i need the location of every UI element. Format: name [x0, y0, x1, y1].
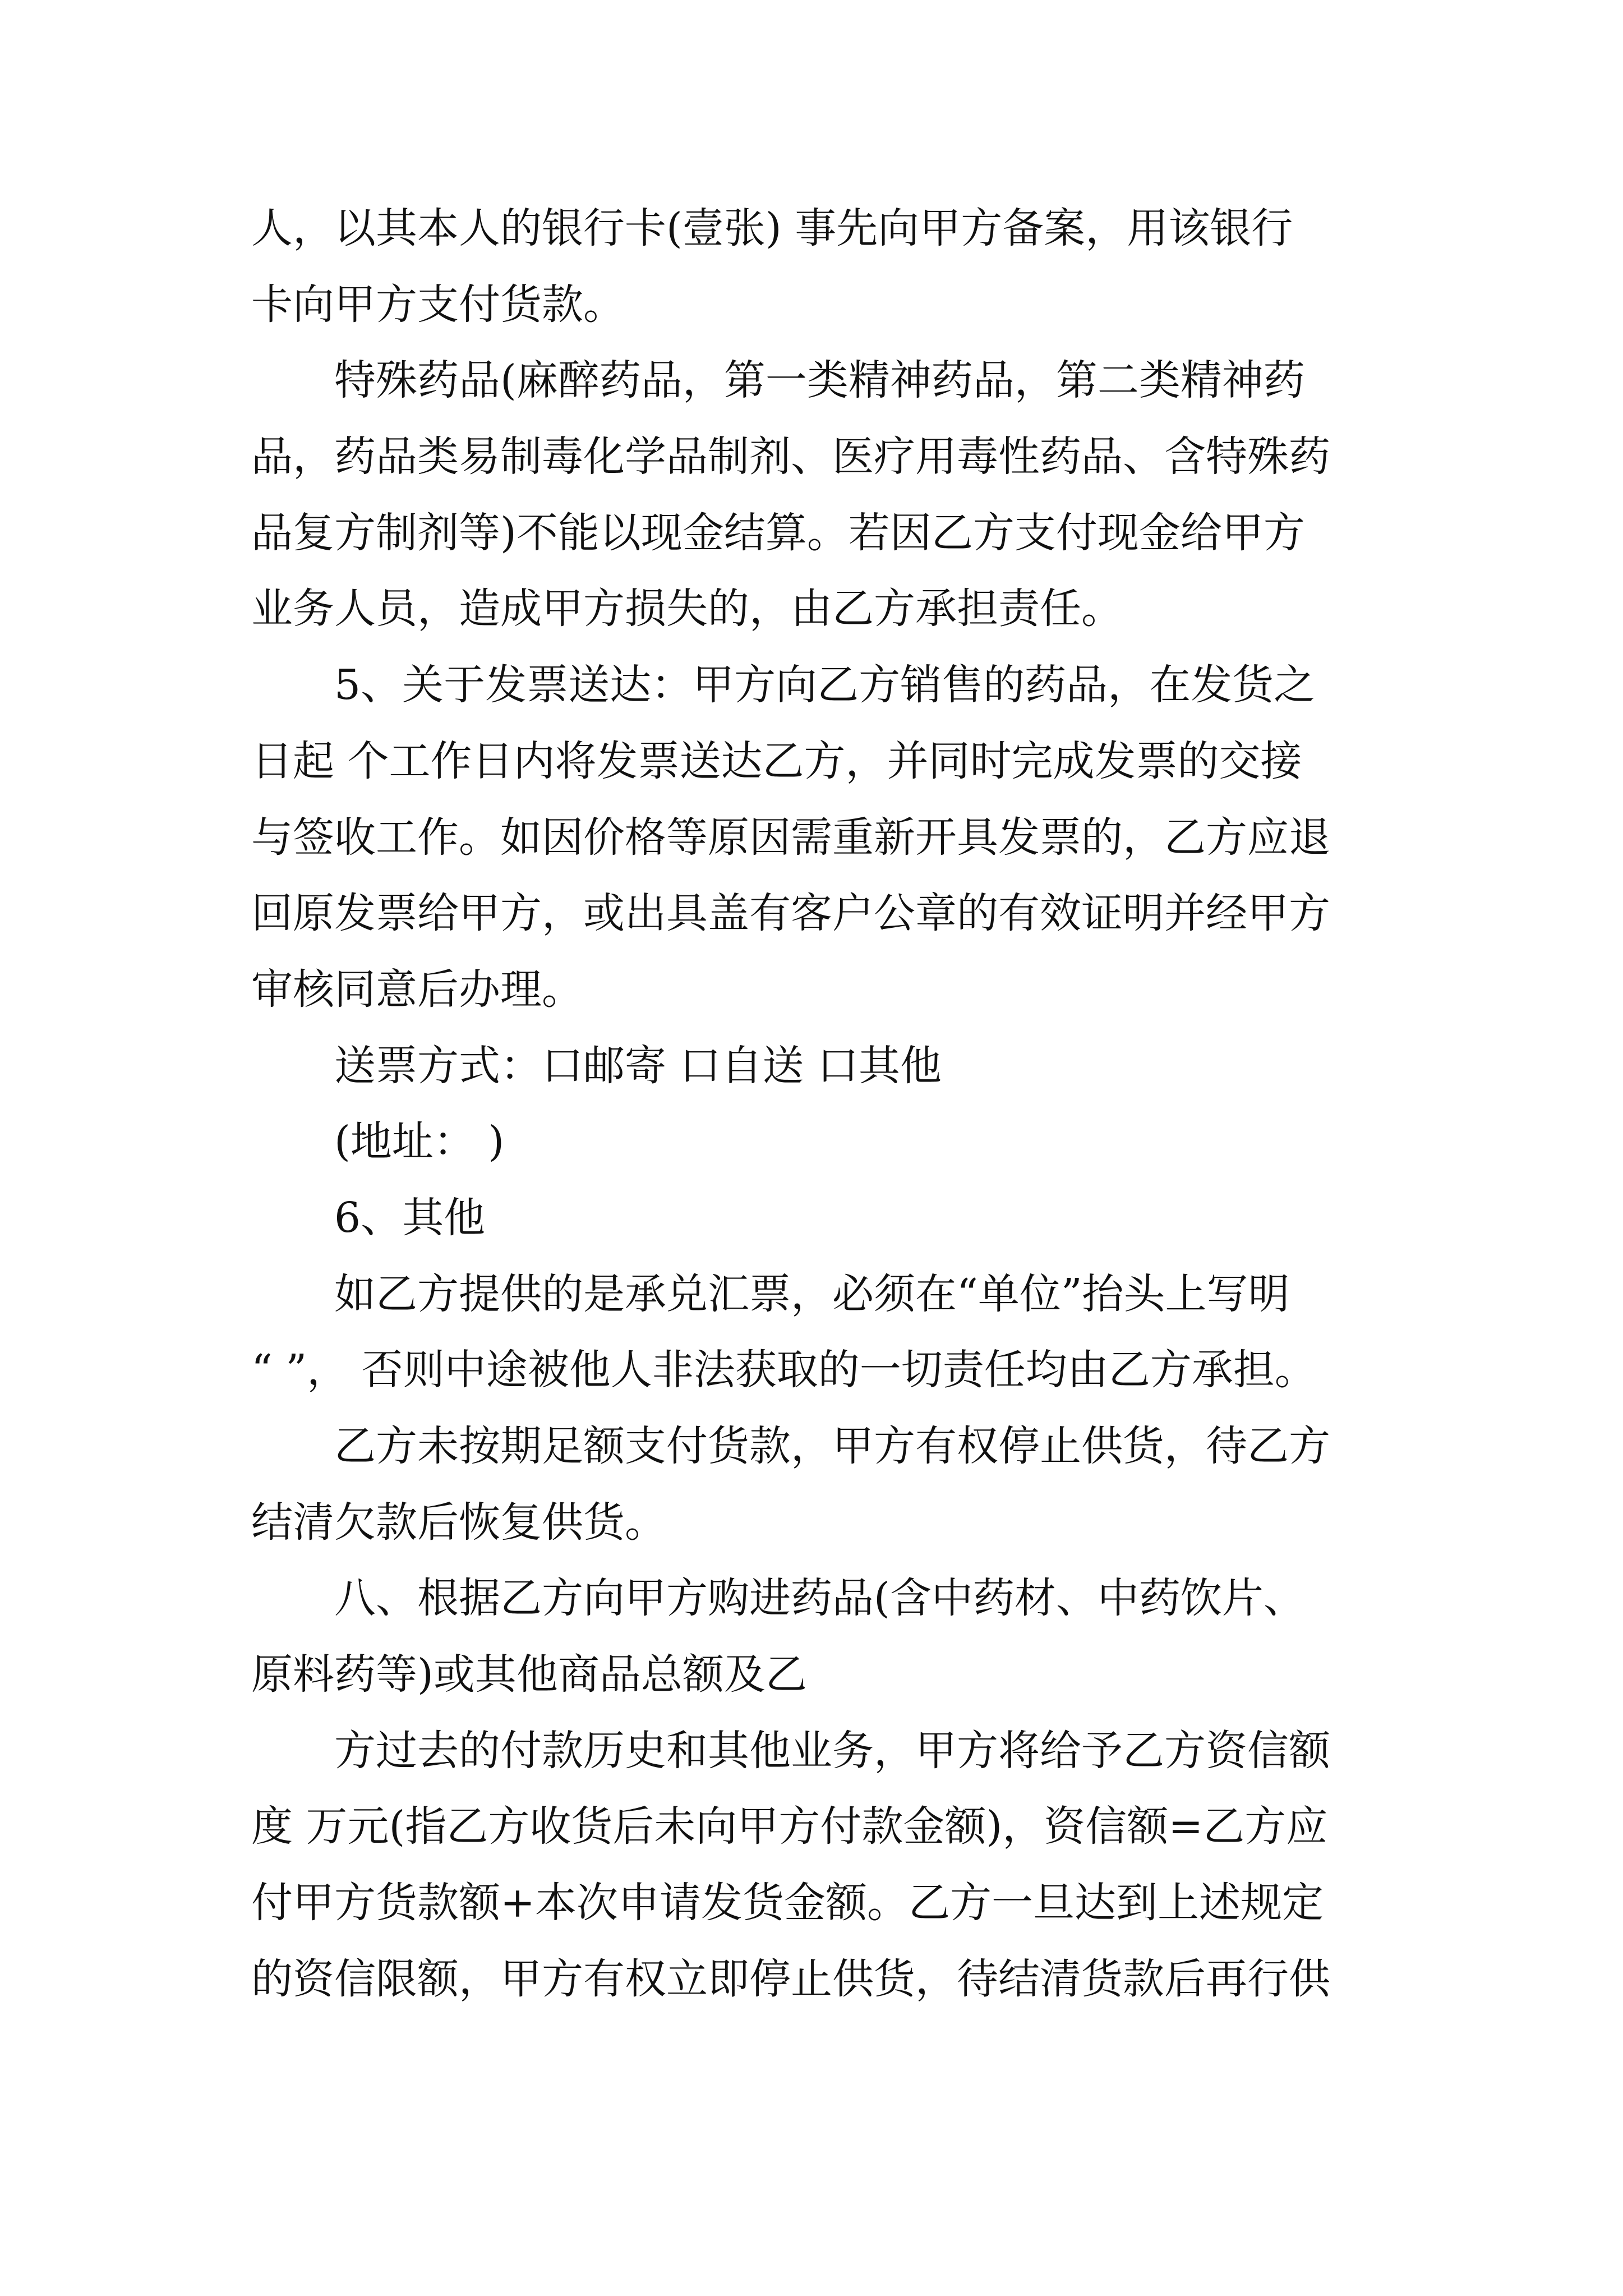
text-line: 品复方制剂等)不能以现金结算。若因乙方支付现金给甲方: [251, 508, 1305, 557]
text-line: 日起 个工作日内将发票送达乙方，并同时完成发票的交接: [251, 737, 1302, 785]
text-line: 业务人员，造成甲方损失的，由乙方承担责任。: [251, 585, 1123, 633]
text-line: 特殊药品(麻醉药品，第一类精神药品，第二类精神药: [334, 356, 1305, 405]
text-line: 人，以其本人的银行卡(壹张) 事先向甲方备案，用该银行: [251, 204, 1293, 252]
text-line: 卡向甲方支付货款。: [251, 280, 625, 329]
text-line: 乙方未按期足额支付货款，甲方有权停止供货，待乙方: [334, 1422, 1330, 1470]
text-line: 5、关于发票送达：甲方向乙方销售的药品，在发货之: [334, 661, 1316, 710]
text-line: 回原发票给甲方，或出具盖有客户公章的有效证明并经甲方: [251, 889, 1330, 938]
text-line: 方过去的付款历史和其他业务，甲方将给予乙方资信额: [334, 1726, 1330, 1775]
text-line: 如乙方提供的是承兑汇票，必须在“单位”抬头上写明: [334, 1269, 1290, 1318]
text-line: 八、根据乙方向甲方购进药品(含中药材、中药饮片、: [334, 1574, 1305, 1623]
text-line: “ ”， 否则中途被他人非法获取的一切责任均由乙方承担。: [251, 1346, 1316, 1395]
text-line: 原料药等)或其他商品总额及乙: [251, 1650, 807, 1699]
text-line: 品，药品类易制毒化学品制剂、医疗用毒性药品、含特殊药: [251, 432, 1330, 481]
text-line: 与签收工作。如因价格等原因需重新开具发票的，乙方应退: [251, 813, 1330, 862]
text-line: 6、其他: [334, 1193, 486, 1242]
document-body: [251, 191, 1401, 2018]
text-line: 的资信限额，甲方有权立即停止供货，待结清货款后再行供: [251, 1954, 1330, 2003]
text-line: 审核同意后办理。: [251, 965, 583, 1014]
text-line: 度 万元(指乙方收货后未向甲方付款金额)，资信额=乙方应: [251, 1802, 1328, 1851]
text-line: (地址： ): [334, 1117, 505, 1166]
text-line: 结清欠款后恢复供货。: [251, 1498, 666, 1547]
text-line: 送票方式：口邮寄 口自送 口其他: [334, 1041, 942, 1090]
text-line: 付甲方货款额+本次申请发货金额。乙方一旦达到上述规定: [251, 1879, 1324, 1927]
